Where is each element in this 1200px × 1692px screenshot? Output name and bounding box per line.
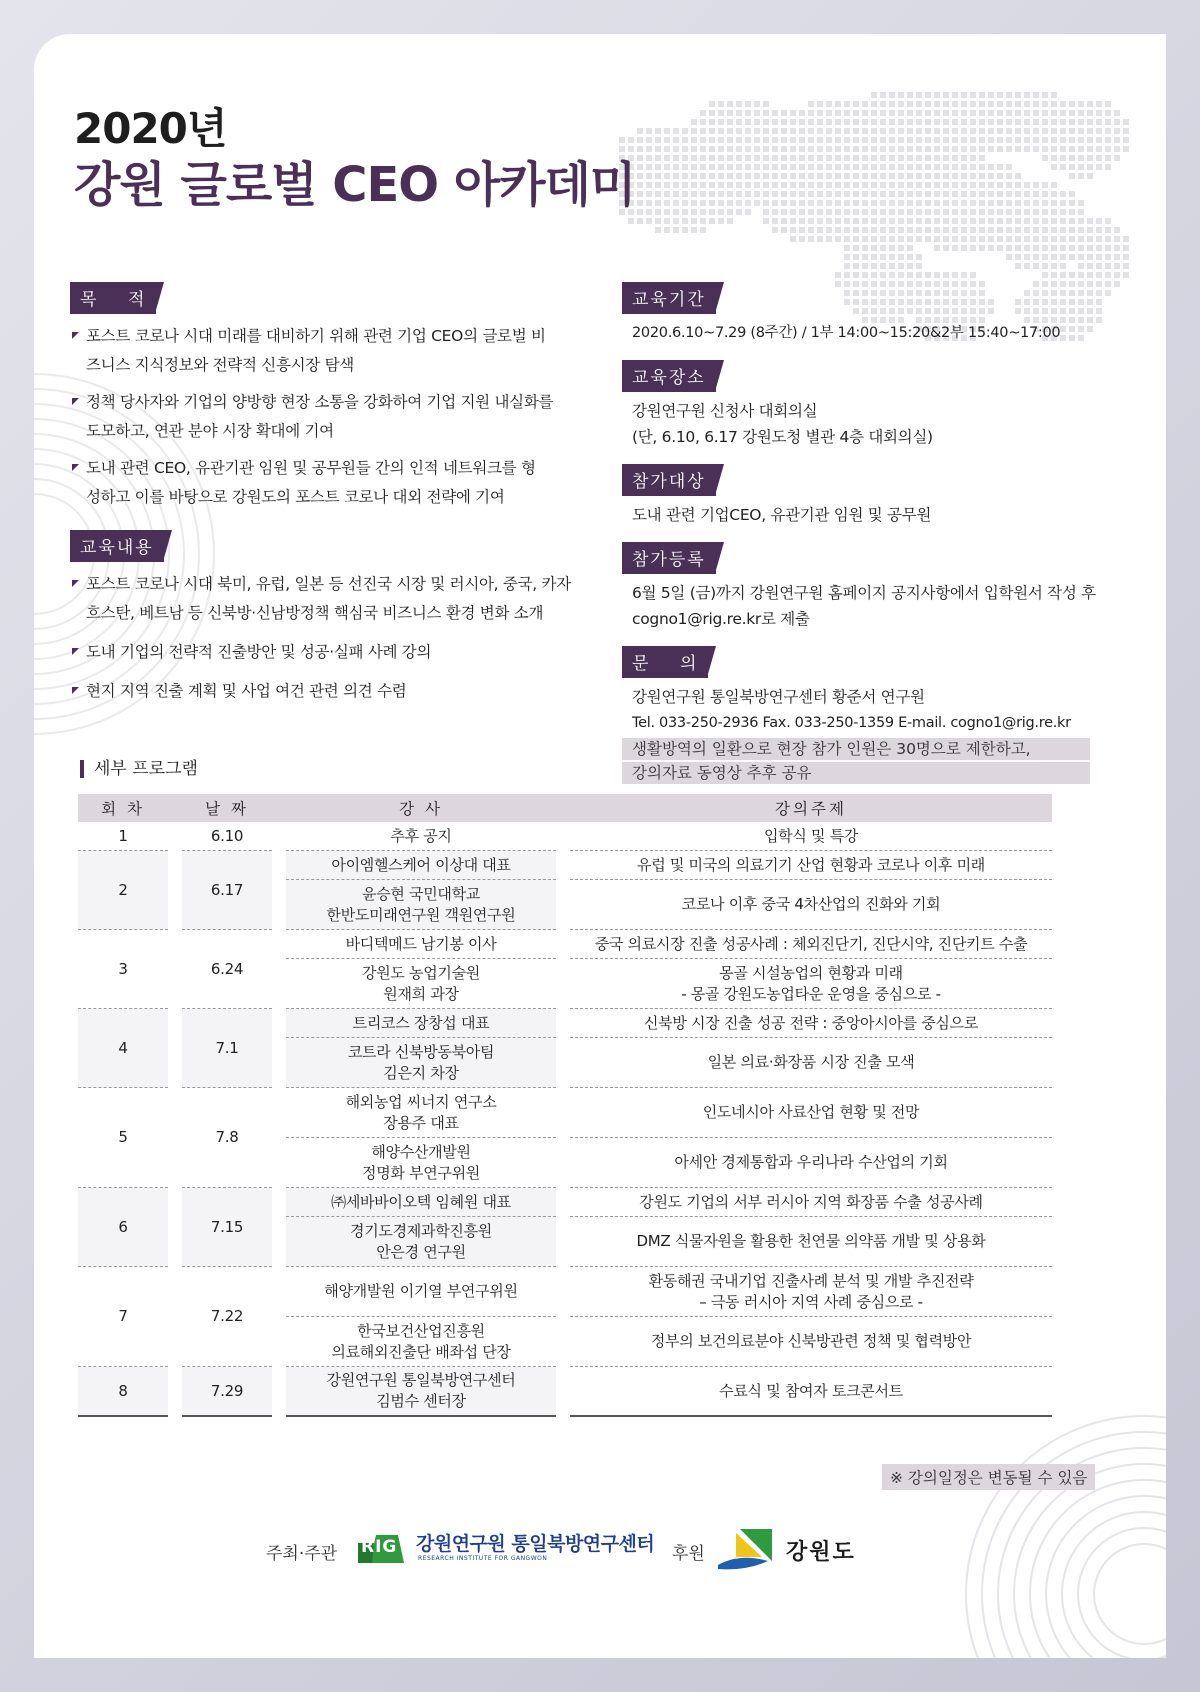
purpose-item: 도내 관련 CEO, 유관기관 임원 및 공무원들 간의 인적 네트워크를 형성하고 이를 바탕으로 강원도의 포스트 코로나 대외 전략에 기여: [70, 454, 538, 512]
table-row: [78, 930, 1052, 959]
session-number: 6: [78, 1188, 168, 1267]
table-row: [78, 1088, 1052, 1138]
session-date: 7.1: [182, 1009, 272, 1088]
column-gap: [168, 1188, 182, 1267]
session-number: 8: [78, 1367, 168, 1417]
column-gap: [168, 1009, 182, 1088]
contact-section: [622, 646, 1162, 784]
session-date: 7.22: [182, 1267, 272, 1367]
right-column: [622, 282, 1162, 802]
session-number: 5: [78, 1088, 168, 1188]
table-row: [78, 1267, 1052, 1317]
topic-cell: [570, 1267, 1052, 1317]
left-column: [70, 282, 630, 724]
topic-line: 유럽 및 미국의 의료기기 산업 현황과 코로나 이후 미래: [637, 855, 985, 874]
contact-line2: Tel. 033-250-2936 Fax. 033-250-1359 E-mail. cogno1@rig.re.kr: [632, 715, 1071, 731]
column-gap: [556, 1088, 570, 1138]
table-row: [78, 1188, 1052, 1217]
content-item: 도내 기업의 전략적 진출방안 및 성공·실패 사례 강의: [70, 638, 630, 667]
table-row: [78, 851, 1052, 880]
column-gap: [556, 1367, 570, 1417]
content-item: 현지 지역 진출 계획 및 사업 여건 관련 의견 수렴: [70, 677, 630, 706]
venue-section: [622, 360, 1162, 450]
contact-line1: 강원연구원 통일북방연구센터 황준서 연구원: [632, 688, 925, 706]
poster: [34, 34, 1166, 1658]
column-gap: [168, 794, 182, 822]
program-table-body: [78, 822, 1052, 1417]
lecturer-line: 해양개발원 이기열 부연구위원: [324, 1282, 518, 1300]
title-year: 2020년: [74, 104, 227, 153]
content-item: 포스트 코로나 시대 북미, 유럽, 일본 등 선진국 시장 및 러시아, 중국, 카자흐스탄, 베트남 등 신북방·신남방정책 핵심국 비즈니스 환경 변화 소개: [70, 570, 578, 628]
period-text: 2020.6.10~7.29 (8주간) / 1부 14:00~15:20&2부 15:40~17:00: [632, 325, 1061, 341]
topic-cell: [570, 1009, 1052, 1038]
column-gap: [272, 1367, 286, 1417]
column-gap: [168, 1088, 182, 1188]
topic-line: 환동해권 국내기업 진출사례 분석 및 개발 추진전략: [648, 1271, 974, 1290]
topic-line: - 몽골 강원도농업타운 운영을 중심으로 -: [681, 984, 941, 1003]
topic-line: 코로나 이후 중국 4차산업의 진화와 기회: [681, 895, 941, 913]
topic-line: 아세안 경제통합과 우리나라 수산업의 기회: [674, 1153, 948, 1171]
table-row: [78, 822, 1052, 851]
page-title: 강원 글로벌 CEO 아카데미: [74, 157, 636, 213]
topic-line: 일본 의료·화장품 시장 진출 모색: [707, 1053, 915, 1071]
column-gap: [272, 794, 286, 822]
topic-cell: [570, 1188, 1052, 1217]
period-label: 교육기간: [622, 282, 716, 314]
lecturer-line: 코트라 신북방동북아팀: [347, 1042, 495, 1061]
lecturer-cell: [286, 1317, 556, 1367]
column-gap: [556, 822, 570, 851]
content-section: [70, 530, 630, 706]
content-label: 교육내용: [70, 530, 164, 562]
table-row: [78, 1367, 1052, 1417]
column-gap: [556, 959, 570, 1009]
venue-line1: 강원연구원 신청사 대회의실: [632, 402, 818, 420]
topic-cell: [570, 1217, 1052, 1267]
column-gap: [272, 822, 286, 851]
lecturer-line: 해양수산개발원: [371, 1142, 471, 1161]
column-gap: [556, 1188, 570, 1217]
column-gap: [272, 1009, 286, 1088]
column-gap: [168, 930, 182, 1009]
table-row: [78, 1009, 1052, 1038]
lecturer-cell: [286, 1267, 556, 1317]
lecturer-line: 윤승현 국민대학교: [362, 884, 480, 903]
lecturer-line: 경기도경제과학진흥원: [350, 1221, 492, 1240]
lecturer-line: 의료해외진출단 배좌섭 단장: [331, 1342, 511, 1361]
session-date: 7.8: [182, 1088, 272, 1188]
topic-line: 수료식 및 참여자 토크콘서트: [719, 1381, 903, 1400]
session-date: 6.17: [182, 851, 272, 930]
topic-line: 몽골 시설농업의 현황과 미래: [719, 963, 903, 982]
session-number: 4: [78, 1009, 168, 1088]
lecturer-line: 바디텍메드 남기봉 이사: [345, 934, 497, 953]
topic-cell: [570, 1367, 1052, 1417]
lecturer-line: 장용주 대표: [383, 1113, 459, 1132]
lecturer-line: 원재희 과장: [383, 984, 459, 1003]
column-gap: [272, 1188, 286, 1267]
lecturer-cell: [286, 1188, 556, 1217]
header-lecturer: 강 사: [286, 794, 556, 822]
topic-cell: [570, 880, 1052, 930]
topic-line: 중국 의료시장 진출 성공사례 : 체외진단기, 진단시약, 진단키트 수출: [594, 934, 1028, 953]
register-line2: cogno1@rig.re.kr로 제출: [632, 610, 810, 628]
session-date: 7.15: [182, 1188, 272, 1267]
lecturer-cell: [286, 959, 556, 1009]
venue-label: 교육장소: [622, 360, 716, 392]
venue-line2: (단, 6.10, 6.17 강원도청 별관 4층 대회의실): [632, 428, 933, 446]
topic-line: 입학식 및 특강: [763, 826, 859, 845]
lecturer-cell: [286, 930, 556, 959]
topic-line: 강원도 기업의 서부 러시아 지역 화장품 수출 성공사례: [639, 1192, 983, 1211]
session-date: 7.29: [182, 1367, 272, 1417]
purpose-label: 목 적: [70, 282, 156, 314]
topic-line: – 극동 러시아 지역 사례 중심으로 -: [699, 1292, 923, 1311]
rig-subtitle: RESEARCH INSTITUTE FOR GANGWON: [418, 1555, 548, 1562]
topic-cell: [570, 930, 1052, 959]
column-gap: [556, 851, 570, 880]
contact-label: 문 의: [622, 646, 708, 678]
topic-line: 인도네시아 사료산업 현황 및 전망: [702, 1103, 920, 1121]
footer: [34, 1519, 1166, 1579]
column-gap: [556, 1138, 570, 1188]
lecturer-line: 해외농업 씨너지 연구소: [345, 1092, 497, 1111]
topic-cell: [570, 1038, 1052, 1088]
column-gap: [556, 930, 570, 959]
session-number: 2: [78, 851, 168, 930]
topic-line: 신북방 시장 진출 성공 전략 : 중앙아시아를 중심으로: [643, 1013, 979, 1032]
column-gap: [556, 1038, 570, 1088]
column-gap: [272, 1267, 286, 1367]
lecturer-line: 김은지 차장: [383, 1063, 459, 1082]
register-section: [622, 542, 1162, 632]
lecturer-line: 아이엠헬스케어 이상대 대표: [331, 855, 511, 874]
lecturer-cell: [286, 1009, 556, 1038]
target-label: 참가대상: [622, 464, 716, 496]
column-gap: [556, 1217, 570, 1267]
lecturer-line: ㈜세바바이오텍 임혜원 대표: [331, 1192, 511, 1211]
lecturer-cell: [286, 1217, 556, 1267]
header-session: 회 차: [78, 794, 168, 822]
lecturer-cell: [286, 880, 556, 930]
lecturer-line: 추후 공지: [390, 826, 452, 845]
program-table: [78, 794, 1052, 1417]
purpose-section: [70, 282, 630, 512]
topic-cell: [570, 959, 1052, 1009]
sponsor-label: 후원: [672, 1544, 705, 1564]
topic-cell: [570, 822, 1052, 851]
session-number: 3: [78, 930, 168, 1009]
topic-line: DMZ 식물자원을 활용한 천연물 의약품 개발 및 상용화: [636, 1232, 986, 1250]
column-gap: [556, 1317, 570, 1367]
header-date: 날 짜: [182, 794, 272, 822]
target-text: 도내 관련 기업CEO, 유관기관 임원 및 공무원: [632, 506, 932, 524]
column-gap: [556, 794, 570, 822]
header-topic: 강의주제: [570, 794, 1052, 822]
column-gap: [556, 1009, 570, 1038]
lecturer-cell: [286, 1367, 556, 1417]
column-gap: [272, 1088, 286, 1188]
lecturer-line: 정명화 부연구위원: [362, 1163, 480, 1182]
host-label: 주최·주관: [266, 1544, 338, 1564]
column-gap: [272, 930, 286, 1009]
lecturer-cell: [286, 822, 556, 851]
column-gap: [168, 851, 182, 930]
column-gap: [168, 1267, 182, 1367]
column-gap: [556, 1267, 570, 1317]
lecturer-line: 한반도미래연구원 객원연구원: [326, 905, 516, 924]
topic-cell: [570, 1317, 1052, 1367]
purpose-item: 포스트 코로나 시대 미래를 대비하기 위해 관련 기업 CEO의 글로벌 비즈니스 지식정보와 전략적 신흥시장 탐색: [70, 322, 556, 380]
lecturer-line: 안은경 연구원: [376, 1242, 466, 1261]
lecturer-cell: [286, 1138, 556, 1188]
topic-cell: [570, 1138, 1052, 1188]
lecturer-cell: [286, 851, 556, 880]
lecturer-cell: [286, 1038, 556, 1088]
session-date: 6.10: [182, 822, 272, 851]
contact-note: 강의자료 동영상 추후 공유: [622, 762, 1090, 784]
period-section: [622, 282, 1162, 346]
rig-name: 강원연구원 통일북방연구센터: [416, 1533, 655, 1555]
column-gap: [272, 851, 286, 930]
gangwon-logo-icon: [716, 1527, 778, 1571]
table-header-row: [78, 794, 1052, 822]
rig-logo-mark: RIG: [361, 1537, 398, 1557]
target-section: [622, 464, 1162, 528]
contact-note: 생활방역의 일환으로 현장 참가 인원은 30명으로 제한하고,: [622, 738, 1090, 760]
register-label: 참가등록: [622, 542, 716, 574]
purpose-item: 정책 당사자와 기업의 양방향 현장 소통을 강화하여 기업 지원 내실화를 도모하고, 연관 분야 시장 확대에 기여: [70, 388, 561, 446]
register-line1: 6월 5일 (금)까지 강원연구원 홈페이지 공지사항에서 입학원서 작성 후: [632, 584, 1096, 602]
column-gap: [168, 822, 182, 851]
lecturer-line: 강원연구원 통일북방연구센터: [326, 1371, 516, 1389]
lecturer-cell: [286, 1088, 556, 1138]
session-number: 1: [78, 822, 168, 851]
session-number: 7: [78, 1267, 168, 1367]
topic-cell: [570, 851, 1052, 880]
topic-cell: [570, 1088, 1052, 1138]
column-gap: [168, 1367, 182, 1417]
session-date: 6.24: [182, 930, 272, 1009]
lecturer-line: 강원도 농업기술원: [362, 963, 480, 982]
topic-line: 정부의 보건의료분야 신북방관련 정책 및 협력방안: [650, 1332, 972, 1350]
schedule-note: ※ 강의일정은 변동될 수 있음: [882, 1464, 1095, 1490]
sponsor-name: 강원도: [786, 1540, 856, 1565]
lecturer-line: 트리코스 장창섭 대표: [352, 1013, 490, 1032]
lecturer-line: 한국보건산업진흥원: [357, 1321, 485, 1340]
lecturer-line: 김범수 센터장: [376, 1392, 466, 1410]
program-title: 세부 프로그램: [80, 760, 198, 778]
column-gap: [556, 880, 570, 930]
